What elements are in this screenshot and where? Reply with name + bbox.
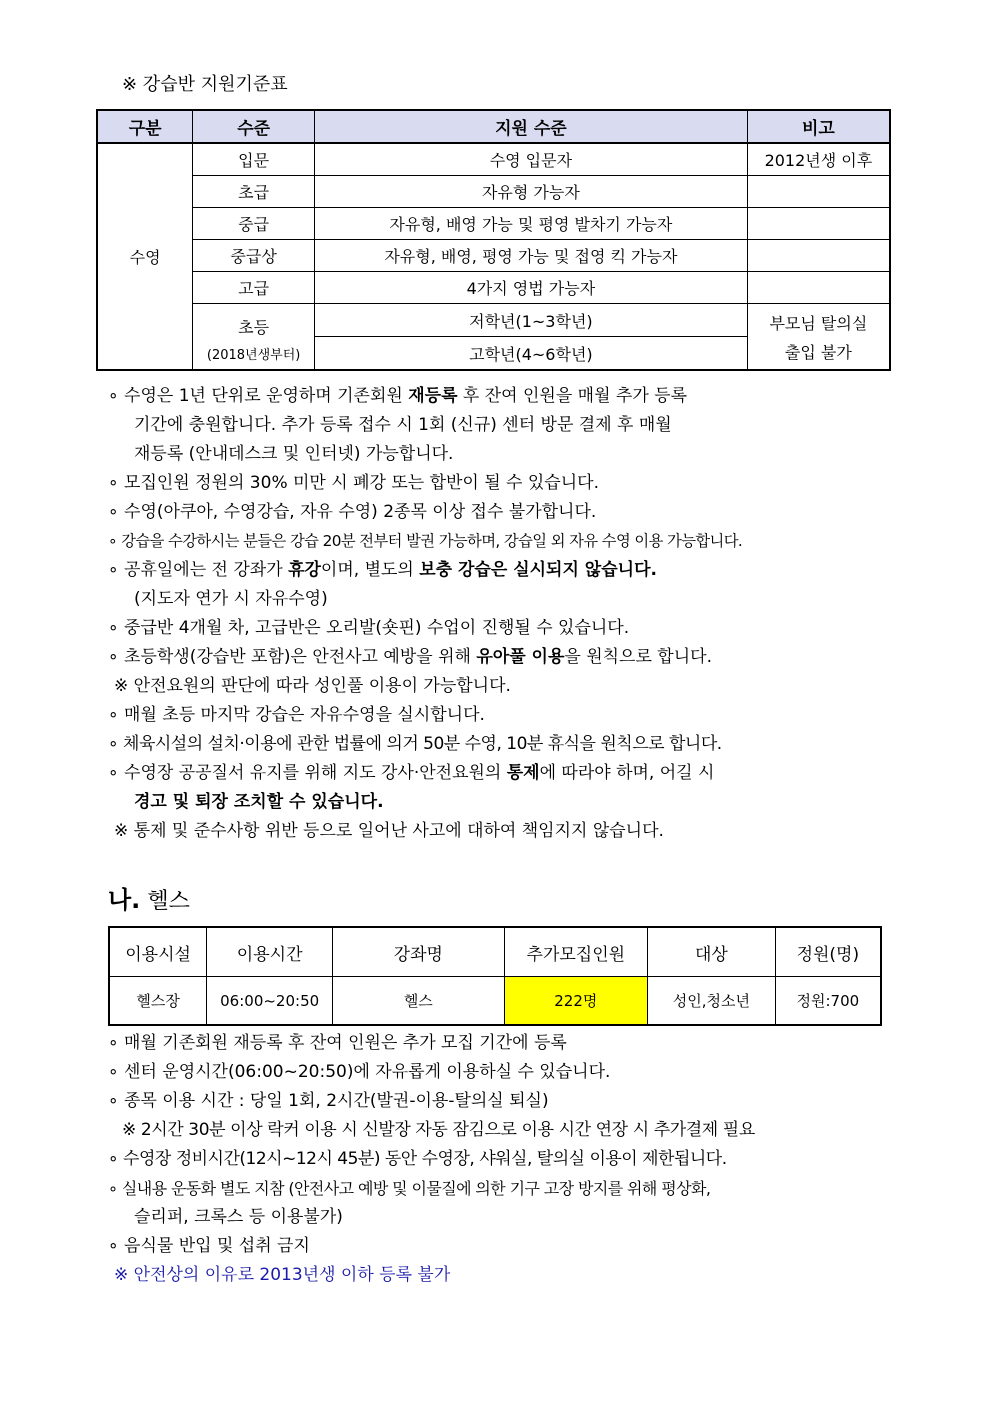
section-title: 헬스 xyxy=(147,889,190,914)
list-item: 슬리퍼, 크록스 등 이용불가) xyxy=(134,1207,343,1227)
facility-cell: 헬스장 xyxy=(109,977,207,1026)
list-item: ∘ 모집인원 정원의 30% 미만 시 폐강 또는 합반이 될 수 있습니다. xyxy=(108,473,599,493)
extra-recruit-cell: 222명 xyxy=(504,977,648,1026)
note-text: 에 따라야 하며, 어길 시 xyxy=(539,763,715,783)
table-header-row xyxy=(109,927,881,977)
note-cell xyxy=(747,240,890,272)
desc-cell: 저학년(1~3학년) xyxy=(314,304,747,337)
desc-cell: 자유형, 배영, 평영 가능 및 접영 킥 가능자 xyxy=(314,240,747,272)
list-item xyxy=(108,382,908,411)
list-item: ∘ 매월 초등 마지막 강습은 자유수영을 실시합니다. xyxy=(108,705,485,725)
list-item xyxy=(108,556,908,585)
note-text: 후 잔여 인원을 매월 추가 등록 xyxy=(457,386,687,406)
table-row xyxy=(97,240,890,272)
header-level: 수준 xyxy=(193,110,315,143)
support-criteria-title: ※ 강습반 지원기준표 xyxy=(122,74,288,95)
note-cell xyxy=(747,176,890,208)
note-text: ∘ 공휴일에는 전 강좌가 xyxy=(108,560,289,580)
table-row xyxy=(97,272,890,304)
list-item: ∘ 중급반 4개월 차, 고급반은 오리발(숏핀) 수업이 진행될 수 있습니다. xyxy=(108,618,630,638)
list-item: ∘ 체육시설의 설치·이용에 관한 법률에 의거 50분 수영, 10분 휴식을 원칙으로 합니다. xyxy=(108,734,722,754)
list-item: ∘ 센터 운영시간(06:00~20:50)에 자유롭게 이용하실 수 있습니다. xyxy=(108,1062,611,1082)
elem-note-line2: 출입 불가 xyxy=(784,342,852,362)
header-extra-recruit: 추가모집인원 xyxy=(504,927,648,977)
level-cell: 초급 xyxy=(193,176,315,208)
note-bold: 재등록 xyxy=(408,386,458,406)
list-item: (지도자 연가 시 자유수영) xyxy=(134,589,328,609)
list-item: ※ 통제 및 준수사항 위반 등으로 일어난 사고에 대하여 책임지지 않습니다. xyxy=(114,821,664,841)
note-bold: 보충 강습은 실시되지 않습니다. xyxy=(419,560,657,580)
table-row xyxy=(97,208,890,240)
level-cell: 입문 xyxy=(193,143,315,176)
section-heading xyxy=(108,880,190,915)
desc-cell: 자유형, 배영 가능 및 평영 발차기 가능자 xyxy=(314,208,747,240)
list-item: ∘ 종목 이용 시간 : 당일 1회, 2시간(발권-이용-탈의실 퇴실) xyxy=(108,1091,549,1111)
capacity-cell: 정원:700 xyxy=(775,977,881,1026)
list-item: ∘ 수영장 정비시간(12시~12시 45분) 동안 수영장, 샤워실, 탈의실 이용이 제한됩니다. xyxy=(108,1149,727,1169)
list-item: 재등록 (안내데스크 및 인터넷) 가능합니다. xyxy=(134,444,454,464)
header-course: 강좌명 xyxy=(333,927,504,977)
header-category: 구분 xyxy=(97,110,193,143)
elem-level-cell xyxy=(193,304,315,371)
list-item: ※ 안전상의 이유로 2013년생 이하 등록 불가 xyxy=(114,1265,451,1285)
note-text: ∘ 수영은 1년 단위로 운영하며 기존회원 xyxy=(108,386,409,406)
header-support-level: 지원 수준 xyxy=(314,110,747,143)
note-cell: 2012년생 이후 xyxy=(747,143,890,176)
elem-level-label: 초등 xyxy=(238,317,270,337)
elem-note-cell xyxy=(747,304,890,371)
note-text: 이며, 별도의 xyxy=(320,560,420,580)
level-cell: 중급상 xyxy=(193,240,315,272)
note-cell xyxy=(747,208,890,240)
list-item xyxy=(108,759,908,788)
course-cell: 헬스 xyxy=(333,977,504,1026)
list-item: 기간에 충원합니다. 추가 등록 접수 시 1회 (신규) 센터 방문 결제 후 매월 xyxy=(134,415,672,435)
list-item: ※ 2시간 30분 이상 락커 이용 시 신발장 자동 잠김으로 이용 시간 연장 시 추가결제 필요 xyxy=(122,1120,755,1140)
desc-cell: 4가지 영법 가능자 xyxy=(314,272,747,304)
section-number: 나. xyxy=(108,886,141,914)
table-row xyxy=(97,143,890,176)
note-cell xyxy=(747,272,890,304)
note-text: ∘ 수영장 공공질서 유지를 위해 지도 강사·안전요원의 xyxy=(108,763,507,783)
desc-cell: 고학년(4~6학년) xyxy=(314,337,747,371)
class-support-table xyxy=(96,109,891,371)
list-item: ∘ 수영(아쿠아, 수영강습, 자유 수영) 2종목 이상 접수 불가합니다. xyxy=(108,502,597,522)
table-row xyxy=(97,304,890,337)
elem-level-sub: (2018년생부터) xyxy=(206,347,301,363)
list-item: ∘ 실내용 운동화 별도 지참 (안전사고 예방 및 이물질에 의한 기구 고장 방지를 위해 평상화, xyxy=(108,1179,711,1198)
note-bold: 통제 xyxy=(506,763,540,783)
category-cell: 수영 xyxy=(97,143,193,370)
header-capacity: 정원(명) xyxy=(775,927,881,977)
desc-cell: 수영 입문자 xyxy=(314,143,747,176)
list-item xyxy=(108,643,908,672)
note-text: ∘ 초등학생(강습반 포함)은 안전사고 예방을 위해 xyxy=(108,647,477,667)
desc-cell: 자유형 가능자 xyxy=(314,176,747,208)
header-hours: 이용시간 xyxy=(207,927,333,977)
note-bold: 유아풀 이용 xyxy=(476,647,565,667)
table-row xyxy=(97,176,890,208)
list-item: ∘ 매월 기존회원 재등록 후 잔여 인원은 추가 모집 기간에 등록 xyxy=(108,1033,567,1053)
swim-notes xyxy=(108,382,908,846)
level-cell: 고급 xyxy=(193,272,315,304)
header-target: 대상 xyxy=(648,927,776,977)
level-cell: 중급 xyxy=(193,208,315,240)
list-item: ※ 안전요원의 판단에 따라 성인풀 이용이 가능합니다. xyxy=(114,676,511,696)
health-table xyxy=(108,926,882,1026)
health-notes xyxy=(108,1029,908,1290)
table-header-row xyxy=(97,110,890,143)
target-cell: 성인,청소년 xyxy=(648,977,776,1026)
list-item: ∘ 음식물 반입 및 섭취 금지 xyxy=(108,1236,310,1256)
note-bold: 휴강 xyxy=(288,560,321,580)
header-facility: 이용시설 xyxy=(109,927,207,977)
note-text: 을 원칙으로 합니다. xyxy=(564,647,712,667)
hours-cell: 06:00~20:50 xyxy=(207,977,333,1026)
table-row xyxy=(109,977,881,1026)
elem-note-line1: 부모님 탈의실 xyxy=(769,313,868,333)
list-item: 경고 및 퇴장 조치할 수 있습니다. xyxy=(134,792,384,812)
header-note: 비고 xyxy=(747,110,890,143)
list-item: ∘ 강습을 수강하시는 분들은 강습 20분 전부터 발권 가능하며, 강습일 외 자유 수영 이용 가능합니다. xyxy=(108,532,743,550)
